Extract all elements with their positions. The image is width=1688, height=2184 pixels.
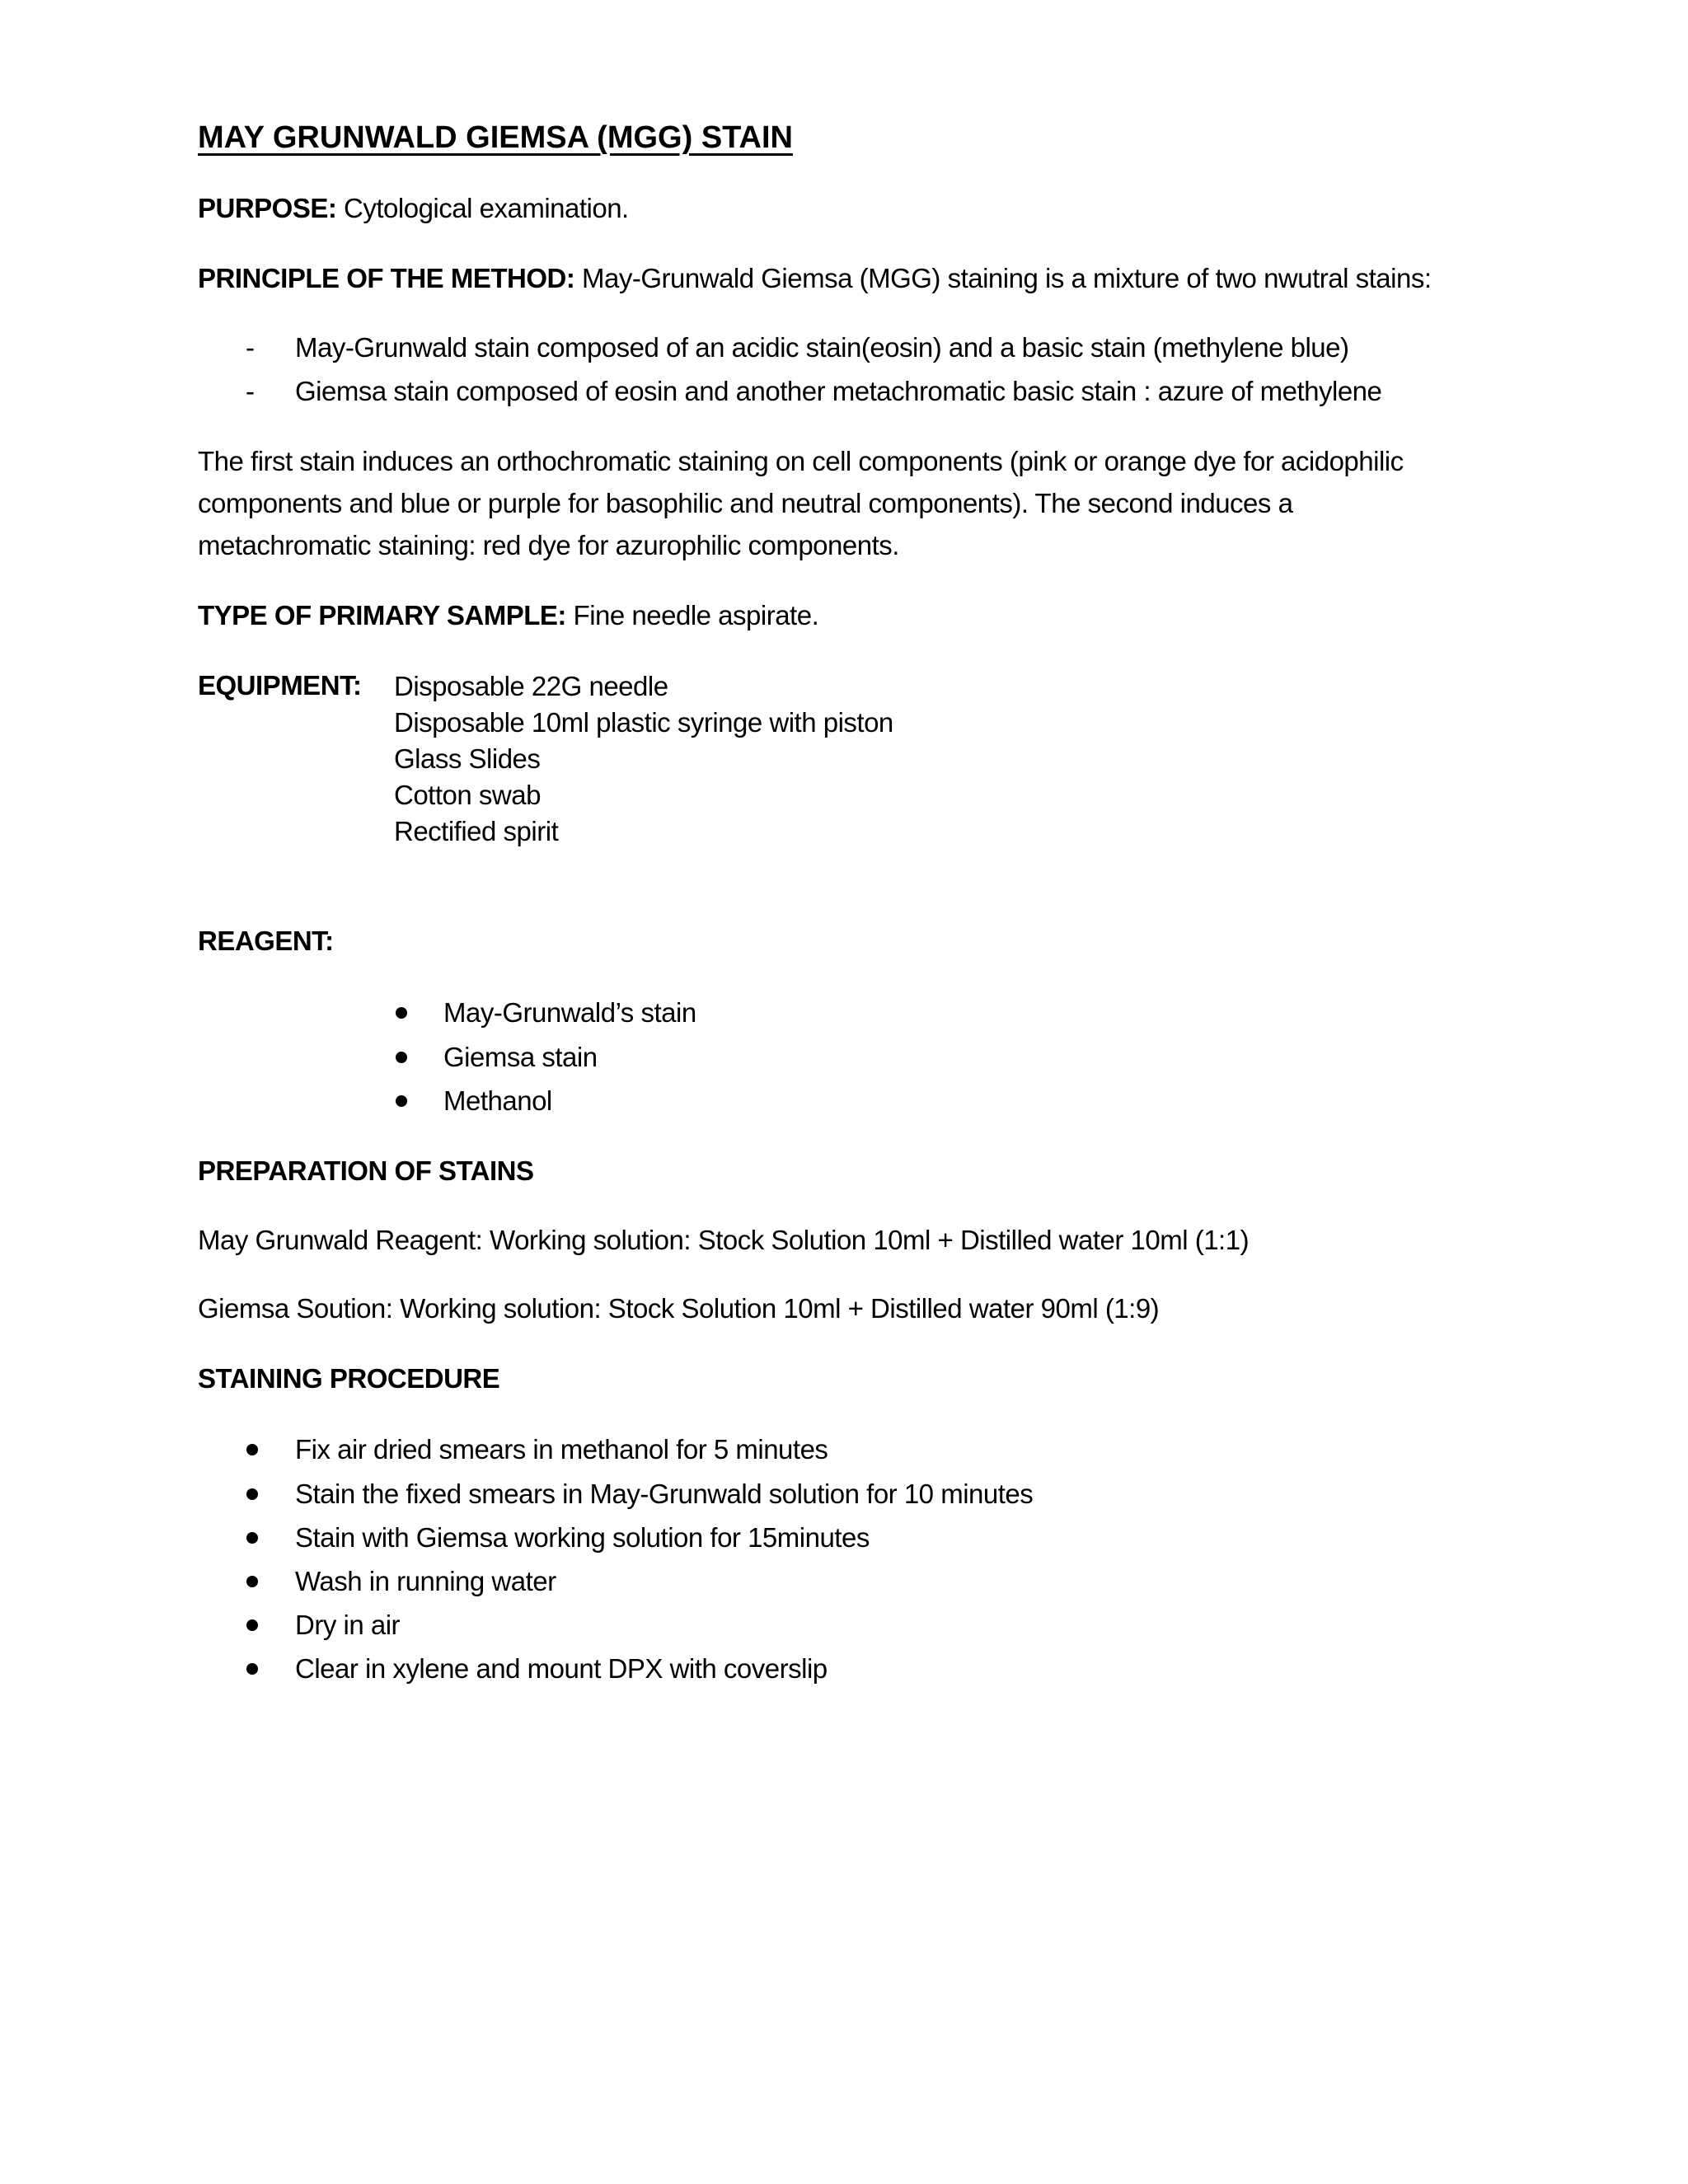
procedure-item: Stain the fixed smears in May-Grunwald solution for 10 minutes: [295, 1479, 1034, 1509]
procedure-item: Clear in xylene and mount DPX with coverslip: [295, 1653, 828, 1684]
bullet-icon: [246, 1488, 258, 1500]
equipment-item: Disposable 22G needle: [394, 671, 668, 701]
document-title: MAY GRUNWALD GIEMSA (MGG) STAIN: [198, 120, 793, 155]
bullet-icon: [246, 1663, 258, 1675]
dash-marker: -: [246, 332, 255, 363]
reagent-item: Methanol: [443, 1085, 552, 1116]
equipment-item: Rectified spirit: [394, 816, 559, 846]
principle-text: May-Grunwald Giemsa (MGG) staining is a mixture of two nwutral stains:: [574, 263, 1432, 293]
bullet-icon: [246, 1444, 258, 1455]
purpose-line: [198, 191, 629, 226]
principle-line: [198, 261, 1432, 296]
dash-marker: -: [246, 376, 255, 406]
procedure-item: Dry in air: [295, 1610, 401, 1640]
preparation-line: May Grunwald Reagent: Working solution: Stock Solution 10ml + Distilled water 10ml (1:1): [198, 1225, 1250, 1255]
bullet-icon: [396, 1052, 407, 1063]
equipment-item: Glass Slides: [394, 743, 541, 774]
sample-text: Fine needle aspirate.: [565, 600, 819, 630]
sample-label: TYPE OF PRIMARY SAMPLE:: [198, 600, 566, 630]
principle-paragraph-line: metachromatic staining: red dye for azurophilic components.: [198, 530, 899, 560]
preparation-line: Giemsa Soution: Working solution: Stock Solution 10ml + Distilled water 90ml (1:9): [198, 1293, 1160, 1324]
equipment-item: Disposable 10ml plastic syringe with piston: [394, 707, 893, 738]
principle-item: May-Grunwald stain composed of an acidic stain(eosin) and a basic stain (methylene blue): [295, 332, 1349, 363]
reagent-item: Giemsa stain: [443, 1042, 598, 1072]
bullet-icon: [246, 1532, 258, 1544]
bullet-icon: [396, 1007, 407, 1019]
reagent-label: REAGENT:: [198, 926, 334, 956]
purpose-text: Cytological examination.: [336, 193, 629, 223]
bullet-icon: [396, 1095, 407, 1107]
procedure-item: Stain with Giemsa working solution for 15minutes: [295, 1522, 870, 1553]
principle-label: PRINCIPLE OF THE METHOD:: [198, 263, 575, 293]
equipment-item: Cotton swab: [394, 780, 541, 810]
equipment-label: EQUIPMENT:: [198, 670, 362, 701]
reagent-item: May-Grunwald’s stain: [443, 997, 696, 1028]
principle-item: Giemsa stain composed of eosin and another metachromatic basic stain : azure of methylene: [295, 376, 1382, 406]
bullet-icon: [246, 1619, 258, 1631]
procedure-item: Fix air dried smears in methanol for 5 minutes: [295, 1434, 828, 1465]
principle-paragraph-line: components and blue or purple for basophilic and neutral components). The second induces a: [198, 488, 1293, 518]
preparation-heading: PREPARATION OF STAINS: [198, 1155, 534, 1186]
principle-paragraph-line: The first stain induces an orthochromatic staining on cell components (pink or orange dye for acidophilic: [198, 446, 1404, 476]
procedure-item: Wash in running water: [295, 1566, 556, 1596]
procedure-heading: STAINING PROCEDURE: [198, 1363, 500, 1394]
bullet-icon: [246, 1576, 258, 1587]
purpose-label: PURPOSE:: [198, 193, 337, 223]
sample-line: [198, 598, 818, 633]
